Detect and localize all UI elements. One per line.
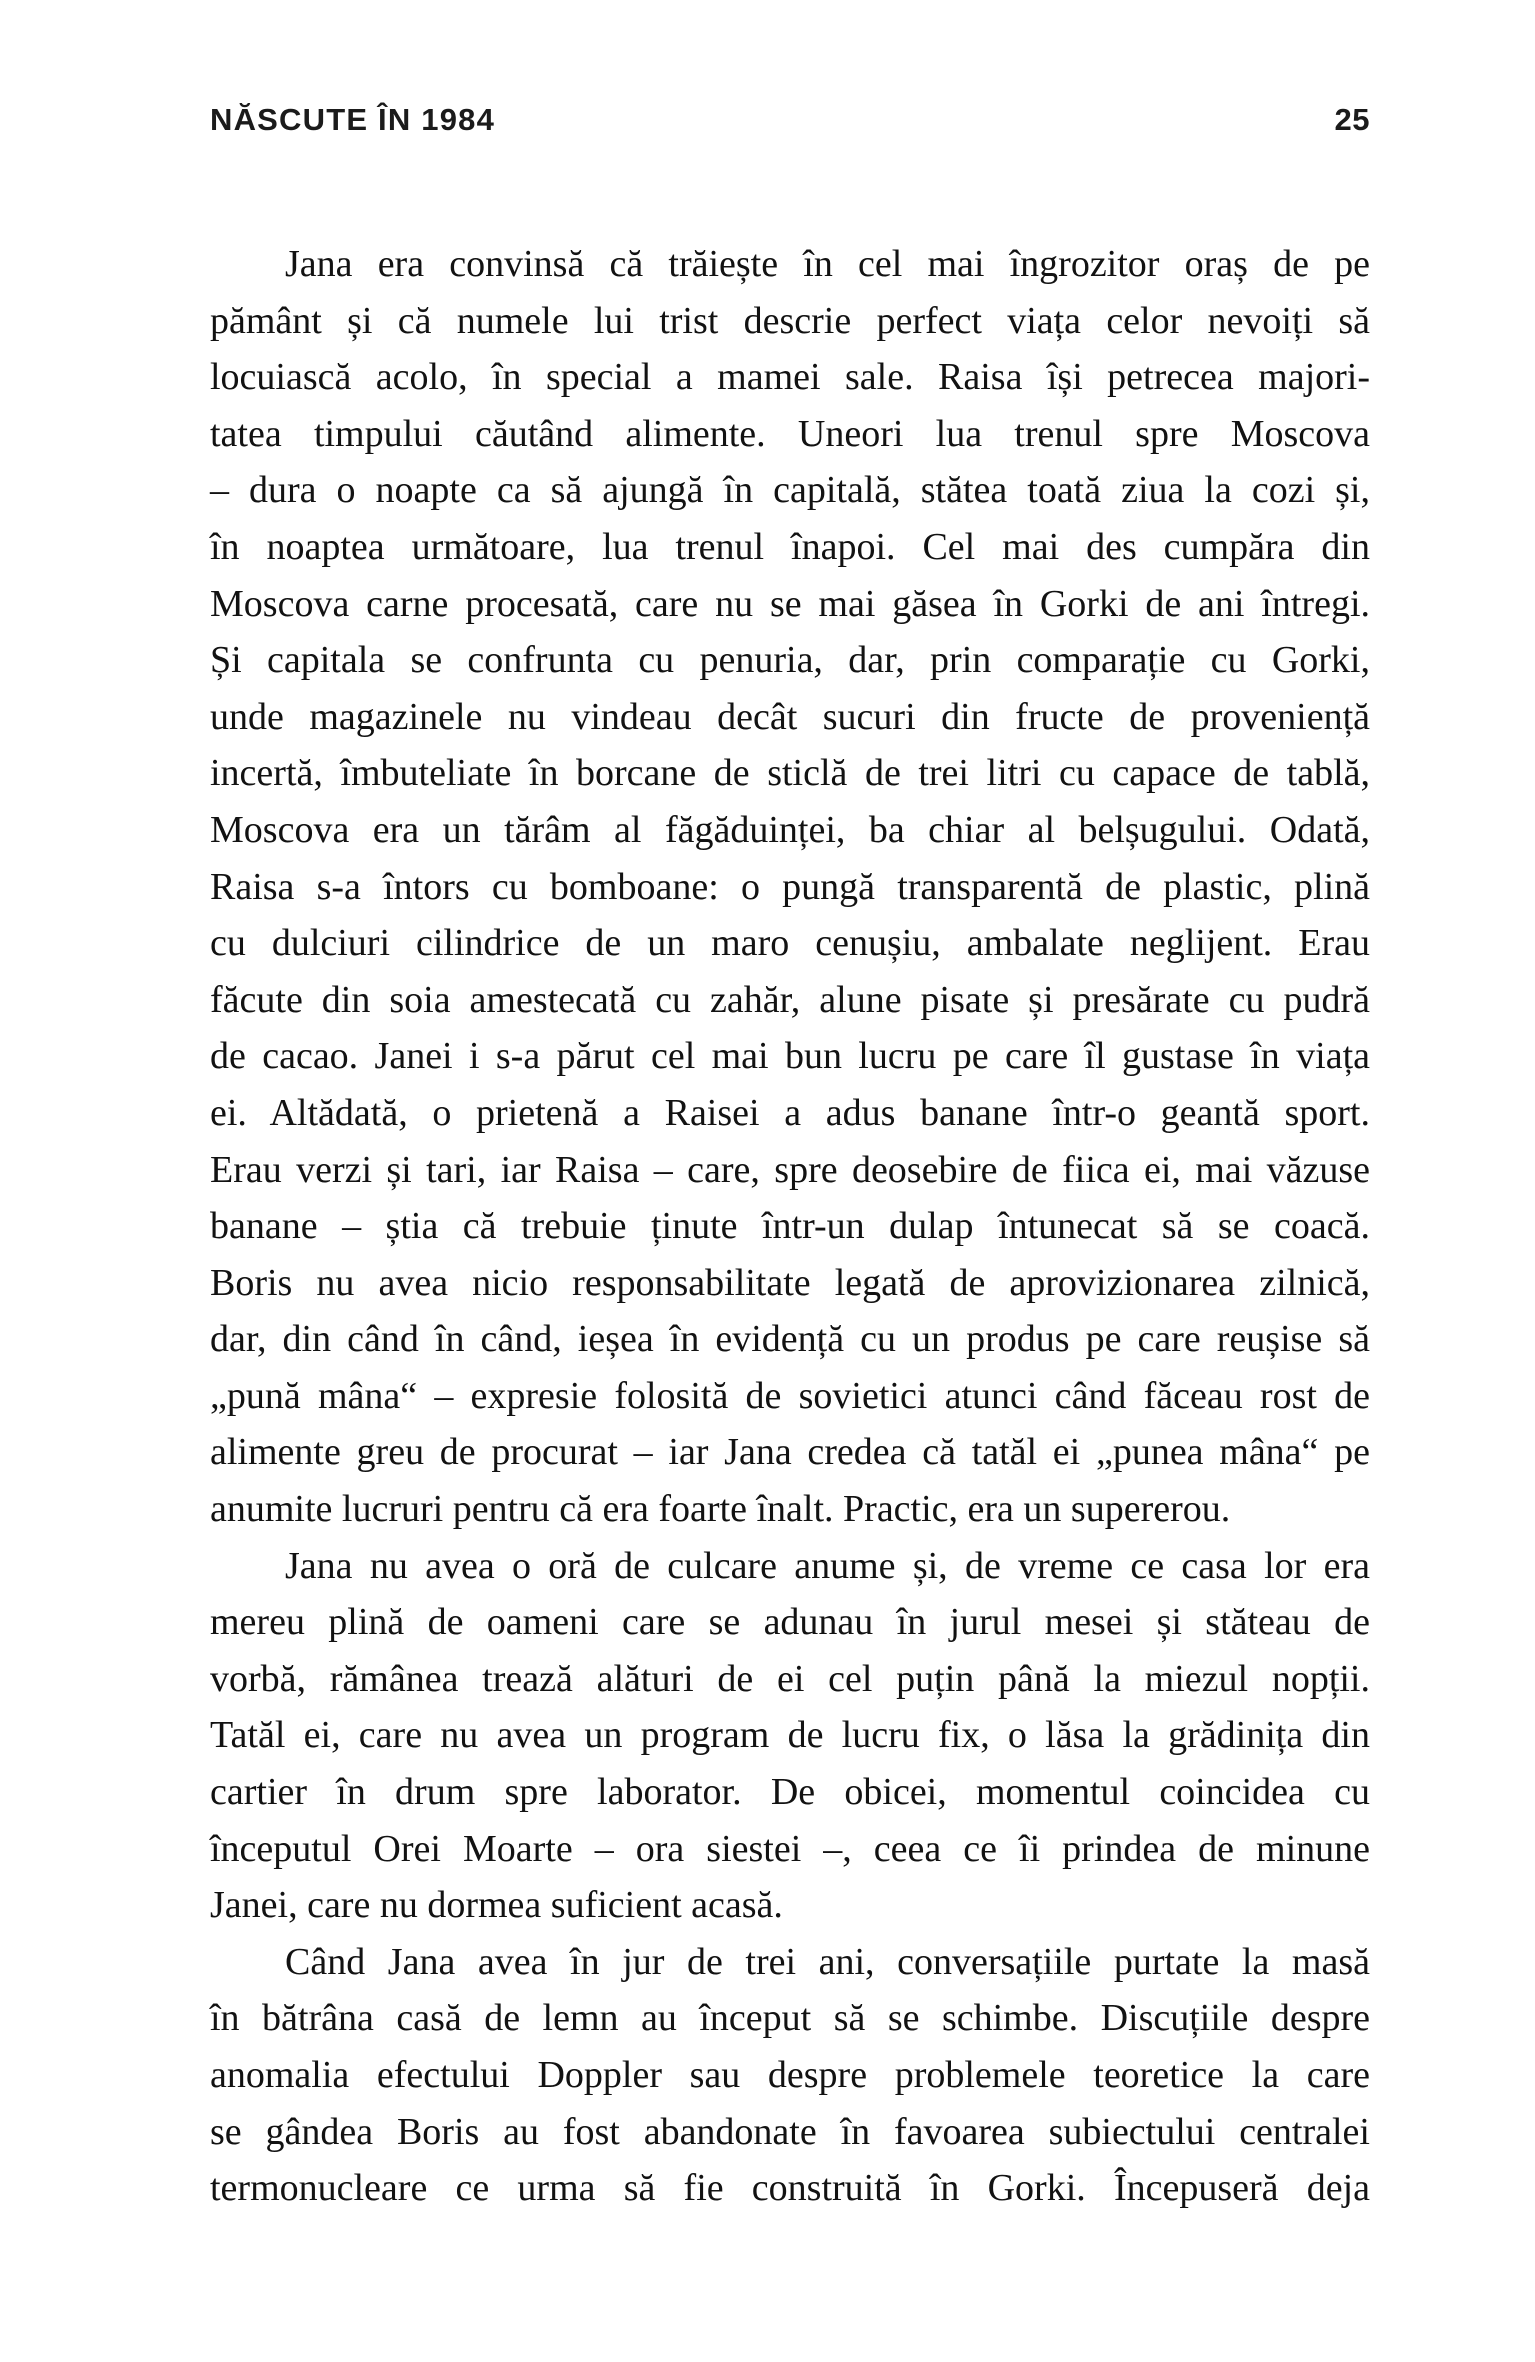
- text-line: Și capitala se confrunta cu penuria, dar, prin comparație cu Gorki,: [210, 639, 1370, 682]
- text-line: Moscova carne procesată, care nu se mai găsea în Gorki de ani întregi.: [210, 582, 1370, 625]
- text-line: pământ și că numele lui trist descrie perfect viața celor nevoiți să: [210, 299, 1370, 342]
- text-line: incertă, îmbuteliate în borcane de sticlă de trei litri cu capace de tablă,: [210, 752, 1370, 795]
- text-line: Erau verzi și tari, iar Raisa – care, spre deosebire de fiica ei, mai văzuse: [210, 1148, 1370, 1191]
- text-line: Jana era convinsă că trăiește în cel mai îngrozitor oraș de pe: [285, 243, 1370, 285]
- text-line: făcute din soia amestecată cu zahăr, alune pisate și presărate cu pudră: [210, 978, 1370, 1021]
- text-line: alimente greu de procurat – iar Jana credea că tatăl ei „punea mâna“ pe: [210, 1431, 1370, 1474]
- running-header: [210, 102, 1370, 138]
- paragraph: [210, 1934, 1370, 2217]
- text-line: ei. Altădată, o prietenă a Raisei a adus banane într-o geantă sport.: [210, 1091, 1370, 1134]
- text-line: cartier în drum spre laborator. De obicei, momentul coincidea cu: [210, 1771, 1370, 1814]
- text-line: în bătrâna casă de lemn au început să se schimbe. Discuțiile despre: [210, 1997, 1370, 2040]
- text-line: mereu plină de oameni care se adunau în jurul mesei și stăteau de: [210, 1601, 1370, 1644]
- text-line: termonucleare ce urma să fie construită în Gorki. Începuseră deja: [210, 2167, 1370, 2210]
- text-line: cu dulciuri cilindrice de un maro cenușiu, ambalate neglijent. Erau: [210, 922, 1370, 965]
- text-line: Când Jana avea în jur de trei ani, conversațiile purtate la masă: [285, 1940, 1370, 1983]
- paragraph: [210, 236, 1370, 1538]
- text-line: – dura o noapte ca să ajungă în capitală, stătea toată ziua la cozi și,: [210, 469, 1370, 512]
- text-line: în noaptea următoare, lua trenul înapoi. Cel mai des cumpăra din: [210, 525, 1370, 568]
- text-line: anumite lucruri pentru că era foarte înalt. Practic, era un supererou.: [210, 1488, 1231, 1531]
- text-line: tatea timpului căutând alimente. Uneori lua trenul spre Moscova: [210, 412, 1370, 455]
- text-line: dar, din când în când, ieșea în evidență cu un produs pe care reușise să: [210, 1318, 1370, 1361]
- text-line: unde magazinele nu vindeau decât sucuri din fructe de proveniență: [210, 695, 1370, 738]
- text-line: se gândea Boris au fost abandonate în favoarea subiectului centralei: [210, 2110, 1370, 2153]
- text-line: Boris nu avea nicio responsabilitate legată de aprovizionarea zilnică,: [210, 1261, 1370, 1304]
- text-line: de cacao. Janei i s-a părut cel mai bun lucru pe care îl gustase în viața: [210, 1035, 1370, 1078]
- text-line: Jana nu avea o oră de culcare anume și, de vreme ce casa lor era: [285, 1544, 1370, 1587]
- text-line: vorbă, rămânea trează alături de ei cel puțin până la miezul nopții.: [210, 1657, 1370, 1700]
- running-title: NĂSCUTE ÎN 1984: [210, 102, 496, 137]
- text-column: [210, 236, 1370, 2217]
- page-number: 25: [1334, 102, 1370, 137]
- text-line: Janei, care nu dormea suficient acasă.: [210, 1884, 783, 1927]
- text-line: „pună mâna“ – expresie folosită de sovietici atunci când făceau rost de: [210, 1374, 1370, 1417]
- text-line: locuiască acolo, în special a mamei sale. Raisa își petrecea majori-: [210, 356, 1370, 399]
- paragraph: [210, 1538, 1370, 1934]
- text-line: Tatăl ei, care nu avea un program de lucru fix, o lăsa la grădinița din: [210, 1714, 1370, 1757]
- text-line: banane – știa că trebuie ținute într-un dulap întunecat să se coacă.: [210, 1205, 1370, 1248]
- text-line: anomalia efectului Doppler sau despre problemele teoretice la care: [210, 2054, 1370, 2096]
- text-line: Moscova era un tărâm al făgăduinței, ba chiar al belșugului. Odată,: [210, 808, 1370, 851]
- text-line: Raisa s-a întors cu bomboane: o pungă transparentă de plastic, plină: [210, 865, 1370, 908]
- text-line: începutul Orei Moarte – ora siestei –, ceea ce îi prindea de minune: [210, 1827, 1370, 1870]
